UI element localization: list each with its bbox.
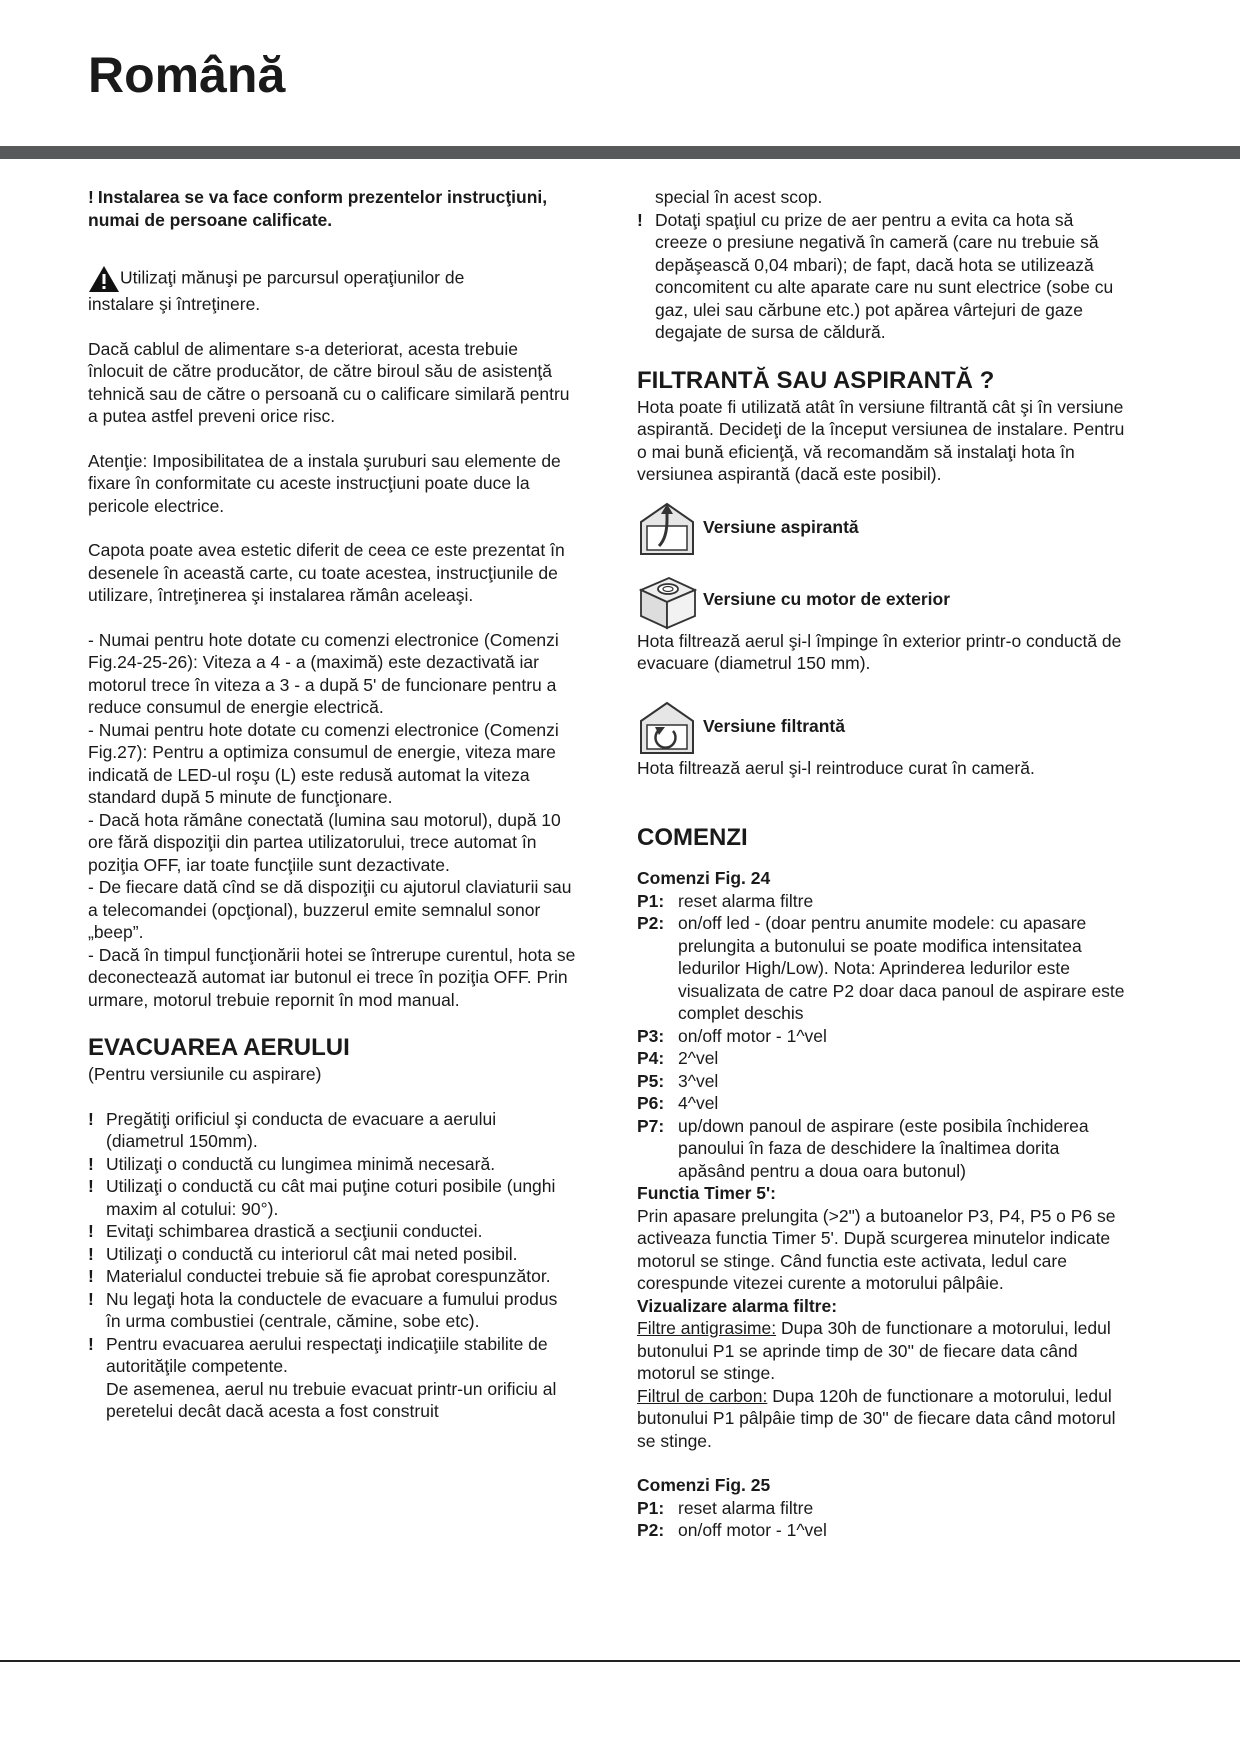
table-row: P3: on/off motor - 1^vel [637,1025,827,1046]
table-row: P1: reset alarma filtre [637,890,814,911]
filt-paragraph: Hota poate fi utilizată atât în versiune filtrantă cât şi în versiune aspirantă. Decideţi de la început versiunea de instalare. Pentru o mai bună eficienţă, vă recomandăm să instalaţi hota în versiunea aspirantă (dacă este posibil). [637,396,1125,484]
attention-paragraph: Atenţie: Imposibilitatea de a instala şuruburi sau elemente de fixare în conformitate cu aceste instrucţiuni poate duce la pericole electrice. [88,450,561,516]
list-item: ! Materialul conductei trebuie să fie aprobat corespunzător. [88,1266,551,1286]
left-column [88,186,576,1423]
intro-warning: ! Instalarea se va face conform prezentelor instrucţiuni, numai de persoane calificate. [88,187,548,230]
table-row: P6: 4^vel [637,1093,719,1113]
table-row: P4: 2^vel [637,1048,719,1068]
list-item: ! Pentru evacuarea aerului respectaţi indicaţiile stabilite de autorităţile competente. De asemenea, aerul nu trebuie evacuat printr-un orificiu al peretelui decât dacă acesta a fost construit [88,1333,557,1421]
evac-subtitle: (Pentru versiunile cu aspirare) [88,1064,322,1084]
table-row: P1: reset alarma filtre [637,1497,814,1518]
table-row: P7: up/down panoul de aspirare (este posibila închiderea panoului în faza de deschidere la înaltimea dorita apăsând pentru a doua oara butonul) [637,1115,1089,1181]
gloves-note: Utilizaţi mănuşi pe parcursul operaţiunilor de instalare şi întreţinere. [88,265,576,316]
alarm-title: Vizualizare alarma filtre: [637,1295,838,1316]
exclamation-icon: ! [88,1153,94,1174]
list-item: ! Utilizaţi o conductă cu interiorul cât mai neted posibil. [88,1243,518,1264]
external-motor-icon [637,570,699,630]
list-item: ! Utilizaţi o conductă cu cât mai puţine coturi posibile (unghi maxim al cotului: 90°). [88,1176,556,1219]
list-item: ! Dotaţi spaţiul cu prize de aer pentru a evita ca hota să creeze o presiune negativă în cameră (care nu trebuie să depăşească 0,04 mbari); de fapt, dacă hota se utilizează concomitent cu alte aparate care nu sunt electrice (sobe cu gaz, ulei sau cărbune etc.) pot apărea vârtejuri de gaze degajate de sursa de căldură. [637,209,1114,342]
timer-text: Prin apasare prelungita (>2") a butoanelor P3, P4, P5 o P6 se activeaza functia Timer 5'. După scurgerea minutelor indicate motorul se stinge. Când functia este activata, ledul care corespunde vitezei curente a motorului pâlpâie. [637,1205,1116,1293]
version-aspirating-label: Versiune aspirantă [703,517,859,538]
external-motor-text: Hota filtrează aerul şi-l împinge în exterior printr-o conductă de evacuare (diametrul 150 mm). [637,630,1122,673]
footer-divider [0,1660,1240,1662]
bullet-continuation: special în acest scop. [655,187,823,207]
version-external-motor-label: Versiune cu motor de exterior [703,589,951,610]
header-divider [0,146,1240,159]
carbon-filter-text: Filtrul de carbon: Dupa 120h de functionare a motorului, ledul butonului P1 pâlpâie timp de 30'' de fiecare data când motorul se stinge. [637,1385,1116,1451]
exclamation-icon: ! [88,1243,94,1264]
exclamation-icon: ! [88,1266,94,1286]
table-row: P2: on/off led - (doar pentru anumite modele: cu apasare prelungita a butonului se poate modifica intensitatea ledurilor High/Low). Nota: Aprinderea ledurilor este visualizata de catre P2 doar daca panoul de aspirare este complet deschis [637,913,1125,1023]
list-item: ! Nu legaţi hota la conductele de evacuare a fumului produs în urma combustiei (centrale, cămine, sobe etc). [88,1288,558,1331]
fig25-title: Comenzi Fig. 25 [637,1475,771,1495]
list-item: ! Evitaţi schimbarea drastică a secţiunii conductei. [88,1221,483,1241]
right-column [637,186,1127,1542]
aspiration-house-icon [637,498,699,558]
exclamation-icon: ! [88,1333,94,1354]
list-item: ! Pregătiţi orificiul şi conducta de evacuare a aerului (diametrul 150mm). [88,1108,497,1151]
fig24-title: Comenzi Fig. 24 [637,868,771,888]
table-row: P5: 3^vel [637,1070,719,1091]
exclamation-icon: ! [637,209,643,230]
warning-triangle-icon [88,265,120,293]
exclamation-icon: ! [88,1176,94,1196]
recirculation-house-icon [637,697,699,757]
grease-filter-text: Filtre antigrasime: Dupa 30h de functionare a motorului, ledul butonului P1 se aprinde timp de 30'' de fiecare data când motorul se stinge. [637,1318,1111,1383]
note-beep: - De fiecare dată cînd se dă dispoziţii cu ajutorul claviaturii sau a telecomandei (opcţional), buzzerul emite semnalul sonor „beep”. [88,877,572,942]
exclamation-icon: ! [88,1108,94,1129]
note-electronic-2: - Numai pentru hote dotate cu comenzi electronice (Comenzi Fig.27): Pentru a optimiza consumul de energie, viteza mare indicată de LED-ul roşu (L) este redusă automat la viteza standard după 5 minute de funcţionare. [88,719,559,807]
version-aspirating [637,498,1127,558]
timer-title: Functia Timer 5': [637,1183,777,1203]
list-item: ! Utilizaţi o conductă cu lungimea minimă necesară. [88,1153,496,1174]
comenzi-heading: COMENZI [637,824,748,851]
exclamation-icon: ! [88,187,94,207]
note-auto-off: - Dacă hota rămâne conectată (lumina sau motorul), după 10 ore fără dispoziţii din partea utilizatorului, trece automat în poziţia OFF, iar toate funcţiile sunt dezactivate. [88,809,561,875]
page-title: Română [88,47,286,103]
note-power-cut: - Dacă în timpul funcţionării hotei se întrerupe curentul, hota se deconectează automat iar butonul ei trece în poziţia OFF. Prin urmare, motorul trebuie repornit în mod manual. [88,944,576,1010]
exclamation-icon: ! [88,1221,94,1241]
version-filtering-label: Versiune filtrantă [703,716,845,737]
filtering-text: Hota filtrează aerul şi-l reintroduce curat în cameră. [637,757,1035,778]
note-electronic-1: - Numai pentru hote dotate cu comenzi electronice (Comenzi Fig.24-25-26): Viteza a 4 - a (maximă) este dezactivată iar motorul trece în viteza a 3 - a după 5' de funcionare pentru a reduce consumul de energie electrică. [88,629,559,717]
version-external-motor [637,570,1127,630]
table-row: P2: on/off motor - 1^vel [637,1520,827,1540]
hood-paragraph: Capota poate avea estetic diferit de ceea ce este prezentat în desenele în această carte, cu toate acestea, instrucţiunile de utilizare, întreţinerea şi instalarea rămân aceleaşi. [88,540,565,605]
exclamation-icon: ! [88,1288,94,1309]
version-filtering [637,697,1127,757]
filt-heading: FILTRANTĂ SAU ASPIRANTĂ ? [637,366,995,394]
evac-heading: EVACUAREA AERULUI [88,1034,350,1061]
cable-paragraph: Dacă cablul de alimentare s-a deteriorat, acesta trebuie înlocuit de către producător, de către biroul său de asistenţă tehnică sau de către o persoană cu o calificare similară pentru a putea astfel preveni orice risc. [88,338,570,426]
